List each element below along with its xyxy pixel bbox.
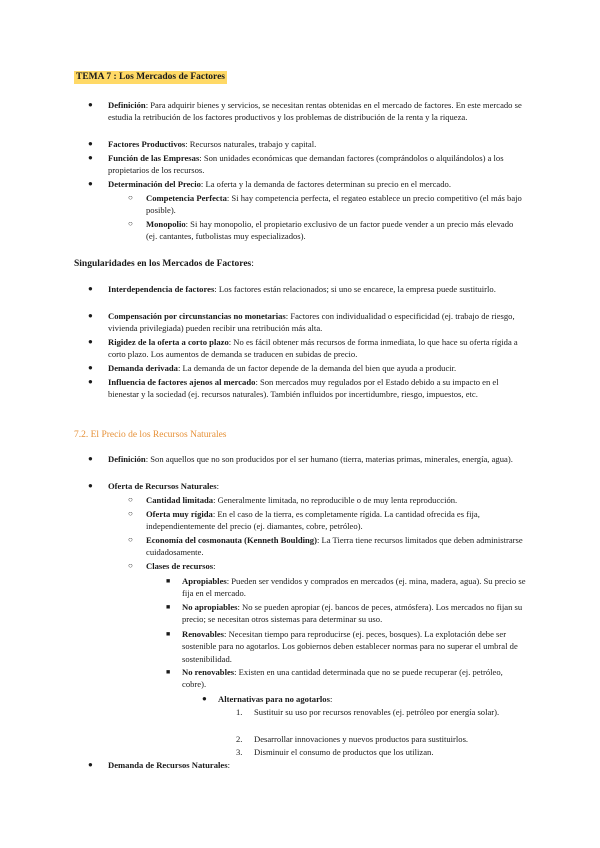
term: Demanda de Recursos Naturales [108,760,228,770]
bullet-icon [128,560,133,572]
term: Apropiables [182,576,227,586]
list-item [108,362,528,374]
bullet-icon [88,453,93,465]
item-text: : Para adquirir bienes y servicios, se necesitan rentas obtenidas en el mercado de factores. En este mercado se estudia la retribución de los factores productivos y los problemas de distribución de la renta y la riqueza. [108,100,522,123]
bullet-icon [88,362,93,374]
list-number: 3. [236,747,243,757]
item-text: : La Tierra tiene recursos limitados que deben administrarse cuidadosamente. [146,535,523,558]
bullet-icon [128,494,133,506]
bullet-icon [128,192,133,204]
bullet-icon [88,99,93,111]
item-text: : Son aquellos que no son producidos por el ser humano (tierra, materias primas, minerales, energía, agua). [145,454,513,464]
term: Interdependencia de factores [108,284,215,294]
list-item [108,152,528,177]
term: Definición [108,100,146,110]
term: Cantidad limitada [146,495,214,505]
item-text: : Necesitan tiempo para reproducirse (ej. peces, bosques). La explotación debe ser sostenible para no agotarlos. Los gobiernos deben establecer normas para no superar el umbral de sostenibilidad. [182,629,518,664]
list-item [108,138,528,150]
section-heading [74,258,254,271]
item-text: : Son mercados muy regulados por el Estado debido a su impacto en el bienestar y la sociedad (ej. recursos naturales). También influidos por incertidumbre, riesgo, impuestos, etc. [108,377,499,400]
term: No apropiables [182,602,238,612]
bullet-icon [88,336,93,348]
list-item [108,453,528,465]
item-text: : Pueden ser vendidos y comprados en mercados (ej. mina, madera, agua). Su precio se fija en el mercado. [182,576,526,599]
term: Rigidez de la oferta a corto plazo [108,337,229,347]
list-item [108,99,528,124]
item-text: : No es fácil obtener más recursos de forma inmediata, lo que hace su oferta rígida a corto plazo. Los aumentos de demanda se traducen en subidas de precio. [108,337,518,360]
bullet-icon [166,628,170,640]
list-item [108,283,528,295]
item-text: : [329,694,333,704]
term: Oferta muy rígida [146,509,213,519]
list-item [108,336,528,361]
bullet-icon [202,693,207,705]
term: Renovables [182,629,225,639]
term: Definición [108,454,146,464]
term: Competencia Perfecta [146,193,227,203]
list-item: Sustituir su uso por recursos renovables (ej. petróleo por energía solar). [254,707,500,717]
item-text: : La oferta y la demanda de factores determinan su precio en el mercado. [200,179,451,189]
item-text: : Factores con individualidad o especificidad (ej. trabajo de riesgo, vivienda privilegiada) pueden recibir una retribución más alta. [108,311,515,334]
term: Clases de recursos [146,561,214,571]
list-item [182,628,527,665]
list-item [182,601,527,626]
bullet-icon [88,759,93,771]
list-item [146,560,526,572]
heading-bold: Singularidades en los Mercados de Factores [74,259,252,269]
bullet-icon [88,138,93,150]
list-item [146,218,526,243]
term: Función de las Empresas [108,153,200,163]
list-item [108,376,528,401]
term: Monopolio [146,219,186,229]
bullet-icon [128,218,133,230]
item-text: : No se pueden apropiar (ej. bancos de peces, atmósfera). Los mercados no fijan su precio; se necesitan otros sistemas para determinar su uso. [182,602,523,625]
item-text: : Recursos naturales, trabajo y capital. [185,139,317,149]
item-text: : Generalmente limitada, no reproducible o de muy lenta reproducción. [213,495,458,505]
list-item [108,759,528,771]
term: Determinación del Precio [108,179,201,189]
list-item [146,534,526,559]
bullet-icon [88,152,93,164]
term: Alternativas para no agotarlos [218,694,330,704]
item-text: : [216,481,219,491]
list-number: 1. [236,707,243,717]
item-text: : [227,760,230,770]
item-text: : Si hay competencia perfecta, el regateo establece un precio competitivo (el más bajo posible). [146,193,522,216]
bullet-icon [88,376,93,388]
section-heading: 7.2. El Precio de los Recursos Naturales [74,430,227,440]
term: Economía del cosmonauta (Kenneth Boulding) [146,535,317,545]
list-number: 2. [236,734,243,744]
bullet-icon [88,480,93,492]
list-item [108,310,528,335]
bullet-icon [128,508,133,520]
list-item [182,666,527,691]
list-item [108,480,528,492]
list-item [146,494,526,506]
item-text: : Si hay monopolio, el propietario exclusivo de un factor puede vender a un precio más elevado (ej. cantantes, futbolistas muy especializados). [146,219,514,242]
bullet-icon [88,178,93,190]
list-item [218,693,528,705]
term: Demanda derivada [108,363,178,373]
list-item [146,508,526,533]
list-item [182,575,527,600]
list-item [146,192,526,217]
item-text: : Son unidades económicas que demandan factores (comprándolos o alquilándolos) a los propietarios de los recursos. [108,153,504,176]
bullet-icon [166,575,170,587]
bullet-icon [88,283,93,295]
term: No renovables [182,667,235,677]
list-item: Disminuir el consumo de productos que los utilizan. [254,747,434,757]
item-text: : Los factores están relacionados; si uno se encarece, la empresa puede sustituirlo. [214,284,496,294]
bullet-icon [166,601,170,613]
bullet-icon [166,666,170,678]
page-title: TEMA 7 : Los Mercados de Factores [76,72,225,82]
term: Oferta de Recursos Naturales [108,481,217,491]
item-text: : La demanda de un factor depende de la demanda del bien que ayuda a producir. [177,363,457,373]
item-text: : [213,561,216,571]
term: Influencia de factores ajenos al mercado [108,377,256,387]
item-text: : En el caso de la tierra, es completamente rígida. La cantidad ofrecida es fija, independientemente del precio (ej. diamantes, cobre, petróleo). [146,509,480,532]
list-item: Desarrollar innovaciones y nuevos productos para sustituirlos. [254,734,469,744]
item-text: : Existen en una cantidad determinada que no se puede recuperar (ej. petróleo, cobre). [182,667,503,690]
bullet-icon [128,534,133,546]
heading-rest: : [251,259,254,269]
term: Compensación por circunstancias no monetarias [108,311,286,321]
term: Factores Productivos [108,139,186,149]
list-item [108,178,528,190]
bullet-icon [88,310,93,322]
